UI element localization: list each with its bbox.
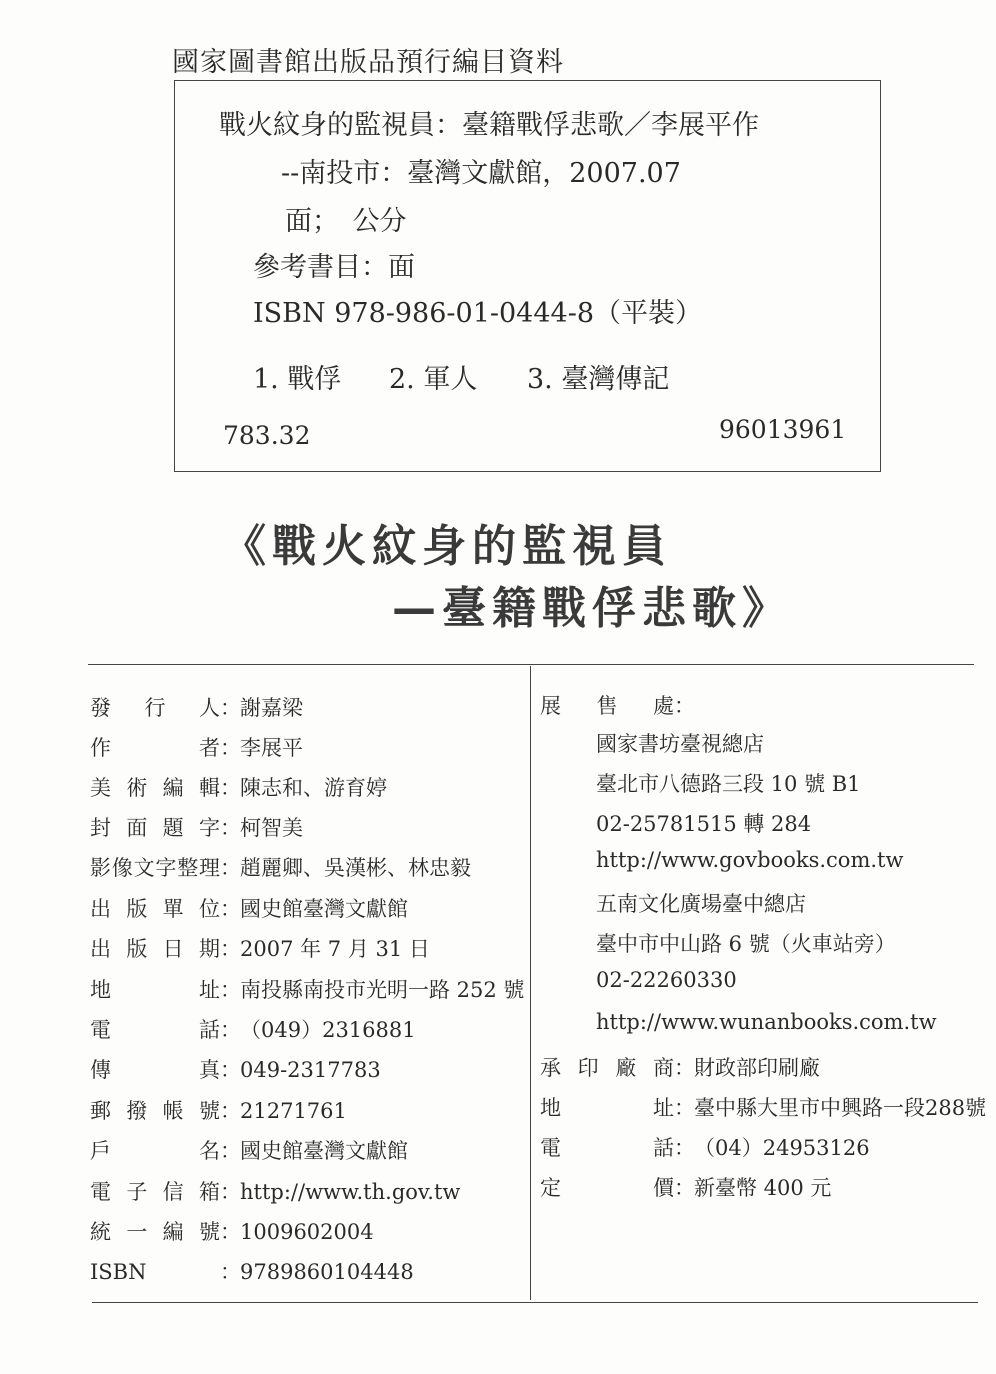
colophon-left-colon: ：	[220, 1058, 241, 1082]
sales-line: 02-25781515 轉 284	[596, 812, 812, 836]
colophon-right-label: 電話	[540, 1136, 674, 1160]
sales-line: 臺北市八德路三段 10 號 B1	[596, 772, 861, 796]
top-rule	[88, 664, 974, 665]
colophon-right-label: 承印廠商	[540, 1056, 674, 1080]
colophon-left-label: 地址	[90, 978, 220, 1002]
colophon-left-value: 國史館臺灣文獻館	[240, 1139, 408, 1163]
colophon-left-value: 李展平	[240, 736, 303, 760]
cip-record-number: 96013961	[719, 415, 847, 444]
colophon-left-value: 049-2317783	[240, 1058, 381, 1082]
colophon-left-label: 出版單位	[90, 897, 220, 921]
colophon-left-row	[90, 933, 430, 963]
colophon-left-label: 電子信箱	[90, 1180, 220, 1204]
cip-subject-1: 1. 戰俘	[253, 364, 342, 395]
colophon-right-value: 財政部印刷廠	[694, 1056, 820, 1080]
colophon-left-value: 謝嘉梁	[240, 696, 303, 720]
sales-line: http://www.govbooks.com.tw	[596, 848, 904, 872]
colophon-right-row	[540, 1132, 870, 1162]
colophon-left-row	[90, 1095, 347, 1125]
colophon-left-row	[90, 1256, 414, 1286]
colophon-left-value: 2007 年 7 月 31 日	[240, 937, 430, 961]
sales-label: 展售處	[540, 694, 674, 718]
colophon-left-row	[90, 1135, 408, 1165]
colophon-right-colon: ：	[674, 1096, 695, 1120]
colophon-left-colon: ：	[220, 1260, 241, 1284]
colophon-left-label: 傳真	[90, 1058, 220, 1082]
colophon-left-label: 郵撥帳號	[90, 1099, 220, 1123]
sales-colon: ：	[674, 694, 695, 718]
colophon-right-value: 新臺幣 400 元	[694, 1176, 832, 1200]
colophon-left-value: 21271761	[240, 1099, 347, 1123]
book-title-line-2: —臺籍戰俘悲歌》	[392, 583, 792, 634]
colophon-right-row	[540, 1052, 820, 1082]
colophon-left-label: 電話	[90, 1018, 220, 1042]
sales-line: 02-22260330	[596, 968, 737, 992]
cip-header: 國家圖書館出版品預行編目資料	[172, 47, 564, 78]
colophon-left-value: http://www.th.gov.tw	[240, 1180, 461, 1204]
colophon-left-label: 影像文字整理	[90, 856, 220, 880]
colophon-left-value: 1009602004	[240, 1220, 374, 1244]
cip-bibliography-line: 參考書目：面	[253, 252, 415, 283]
colophon-left-label: 封面題字	[90, 816, 220, 840]
sales-heading	[540, 690, 694, 720]
colophon-left-colon: ：	[220, 1220, 241, 1244]
colophon-right-label: 地址	[540, 1096, 674, 1120]
colophon-left-row	[90, 732, 303, 762]
colophon-left-label: 美術編輯	[90, 776, 220, 800]
colophon-left-label: 戶名	[90, 1139, 220, 1163]
colophon-left-value: 國史館臺灣文獻館	[240, 897, 408, 921]
colophon-right-label: 定價	[540, 1176, 674, 1200]
colophon-left-colon: ：	[220, 1180, 241, 1204]
colophon-left-row	[90, 974, 524, 1004]
colophon-left-colon: ：	[220, 856, 241, 880]
sales-line: http://www.wunanbooks.com.tw	[596, 1010, 937, 1034]
colophon-right-colon: ：	[674, 1176, 695, 1200]
sales-line: 五南文化廣場臺中總店	[596, 892, 806, 916]
colophon-left-row	[90, 1054, 381, 1084]
colophon-left-row	[90, 1014, 416, 1044]
colophon-left-row	[90, 852, 471, 882]
colophon-left-label: 發行人	[90, 696, 220, 720]
book-title-line-1: 《戰火紋身的監視員	[222, 521, 672, 572]
colophon-left-colon: ：	[220, 736, 241, 760]
colophon-right-row	[540, 1172, 831, 1202]
sales-line: 臺中市中山路 6 號（火車站旁）	[596, 932, 896, 956]
colophon-left-value: 南投縣南投市光明一路 252 號	[240, 978, 525, 1002]
colophon-left-row	[90, 812, 303, 842]
cip-title-line: 戰火紋身的監視員：臺籍戰俘悲歌／李展平作	[219, 110, 759, 141]
cip-record-box	[174, 80, 881, 472]
colophon-left-label: 統一編號	[90, 1220, 220, 1244]
cip-class-number: 783.32	[223, 421, 311, 450]
bottom-rule	[92, 1302, 978, 1303]
colophon-left-row	[90, 1176, 460, 1206]
cip-subject-2: 2. 軍人	[389, 364, 478, 395]
cip-isbn-line: ISBN 978-986-01-0444-8（平裝）	[253, 298, 703, 329]
cip-publisher-line: --南投市：臺灣文獻館，2007.07	[281, 158, 681, 189]
colophon-left-colon: ：	[220, 1018, 241, 1042]
sales-line: 國家書坊臺視總店	[596, 732, 764, 756]
colophon-right-colon: ：	[674, 1136, 695, 1160]
colophon-left-row	[90, 1216, 374, 1246]
colophon-left-value: 陳志和、游育婷	[240, 776, 387, 800]
cip-pages-line: 面； 公分	[285, 206, 407, 237]
colophon-left-value: 趙麗卿、吳漢彬、林忠毅	[240, 856, 471, 880]
colophon-left-colon: ：	[220, 776, 241, 800]
colophon-left-colon: ：	[220, 696, 241, 720]
colophon-left-row	[90, 692, 303, 722]
colophon-left-label: 作者	[90, 736, 220, 760]
colophon-left-value: 柯智美	[240, 816, 303, 840]
colophon-left-label: 出版日期	[90, 937, 220, 961]
colophon-left-value: 9789860104448	[240, 1260, 414, 1284]
colophon-right-value: （04）24953126	[694, 1136, 870, 1160]
colophon-left-colon: ：	[220, 897, 241, 921]
cip-subject-3: 3. 臺灣傳記	[527, 364, 670, 395]
colophon-right-row	[540, 1092, 986, 1122]
colophon-left-colon: ：	[220, 1139, 241, 1163]
colophon-left-colon: ：	[220, 937, 241, 961]
colophon-left-colon: ：	[220, 816, 241, 840]
colophon-left-row	[90, 772, 387, 802]
colophon-left-colon: ：	[220, 978, 241, 1002]
colophon-right-value: 臺中縣大里市中興路一段288號	[694, 1096, 987, 1120]
colophon-left-value: （049）2316881	[240, 1018, 416, 1042]
colophon-right-colon: ：	[674, 1056, 695, 1080]
colophon-left-colon: ：	[220, 1099, 241, 1123]
colophon-left-label: ISBN	[90, 1260, 147, 1284]
column-divider	[530, 666, 531, 1300]
colophon-left-row	[90, 893, 408, 923]
